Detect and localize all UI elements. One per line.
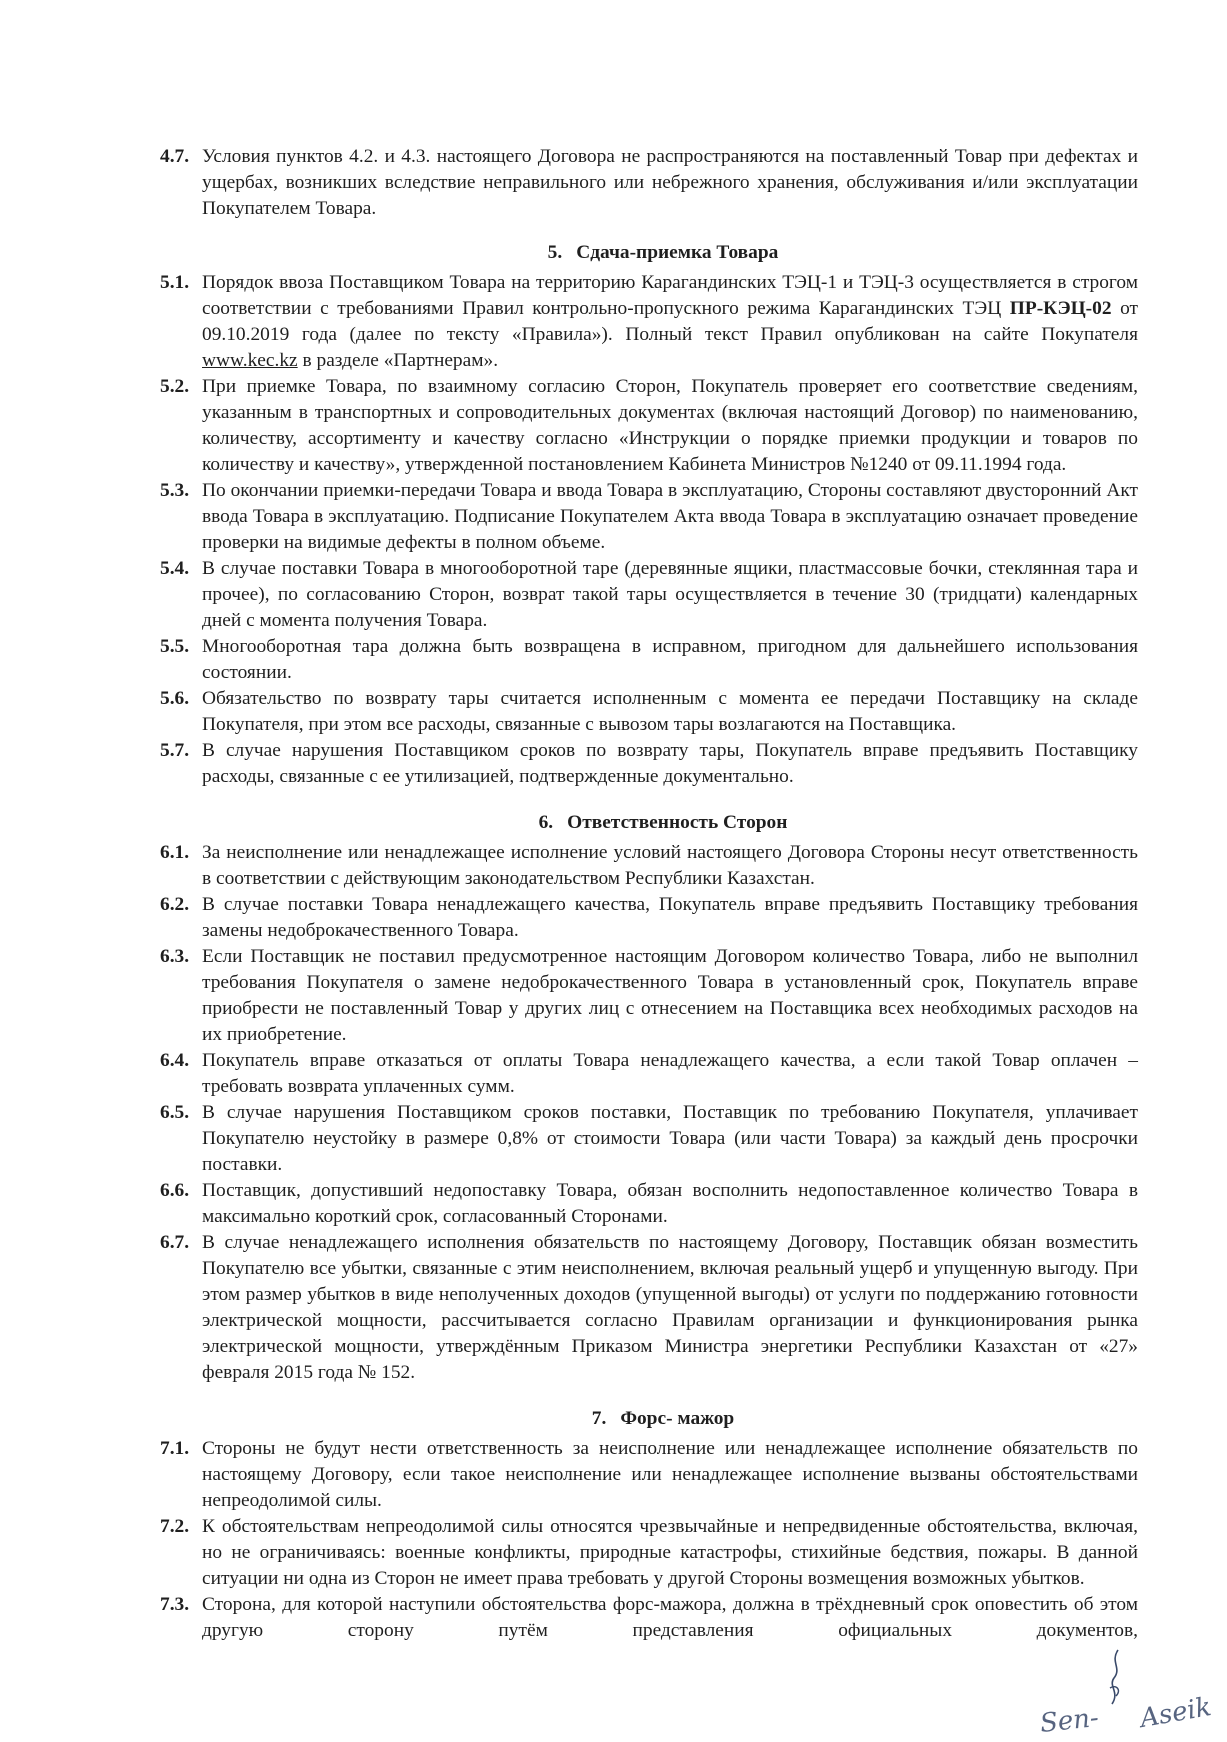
clause-text: В случае нарушения Поставщиком сроков по возврату тары, Покупатель вправе предъявить Поставщику расходы, связанные с ее утилизацией, подтвержденные документально. (202, 740, 1138, 787)
clause-number: 6.7. (160, 1232, 190, 1253)
clause-text: В случае нарушения Поставщиком сроков поставки, Поставщик по требованию Покупателя, уплачивает Покупателю неустойку в размере 0,8% от стоимости Товара (или части Товара) за каждый день просрочки поставки. (202, 1102, 1138, 1175)
clause-number: 7.3. (160, 1594, 190, 1615)
clause-number: 5.3. (160, 480, 190, 501)
section-number: 7. (591, 1408, 607, 1429)
clause-text: Многооборотная тара должна быть возвращена в исправном, пригодном для дальнейшего использования состоянии. (202, 636, 1138, 683)
clause-5-4 (160, 556, 1138, 634)
clause-text (202, 270, 1138, 374)
clause-6-6 (160, 1178, 1138, 1230)
clause-text: Если Поставщик не поставил предусмотренное настоящим Договором количество Товара, либо не выполнил требования Покупателя о замене недоброкачественного Товара в установленный срок, Покупатель вправе приобрести не поставленный Товар у других лиц с отнесением на Поставщика всех необходимых расходов на их приобретение. (202, 946, 1138, 1045)
clause-5-7 (160, 738, 1138, 790)
clause-number: 5.6. (160, 688, 190, 709)
clause-number: 5.7. (160, 740, 190, 761)
rules-code: ПР-КЭЦ-02 (1009, 298, 1112, 319)
clause-number: 5.4. (160, 558, 190, 579)
clause-text: К обстоятельствам непреодолимой силы относятся чрезвычайные и непредвиденные обстоятельства, включая, но не ограничиваясь: военные конфликты, природные катастрофы, стихийные бедствия, пожары. В данной ситуации ни одна из Сторон не имеет права требовать у другой Стороны возмещения возможных убытков. (202, 1516, 1138, 1589)
clause-number: 6.3. (160, 946, 190, 967)
clause-text: В случае поставки Товара в многооборотной таре (деревянные ящики, пластмассовые бочки, стеклянная тара и прочее), по согласованию Сторон, возврат такой тары осуществляется в течение 30 (тридцати) календарных дней с момента получения Товара. (202, 558, 1138, 631)
clause-number: 5.5. (160, 636, 190, 657)
clause-text: Покупатель вправе отказаться от оплаты Товара ненадлежащего качества, а если такой Товар оплачен – требовать возврата уплаченных сумм. (202, 1050, 1138, 1097)
signature-left: Sen- (1038, 1703, 1101, 1739)
clause-number: 4.7. (160, 146, 190, 167)
clause-text-part: в разделе «Партнерам». (297, 350, 499, 371)
clause-5-1 (160, 270, 1138, 374)
clause-text-part: Порядок ввоза Поставщиком Товара на территорию Карагандинских ТЭЦ-1 и ТЭЦ-3 осуществляется в строгом соответствии с требованиями Правил контрольно-пропускного режима Карагандинских ТЭЦ (202, 272, 1138, 319)
clause-text-part: от 09.10.2019 года (далее по тексту «Правила»). Полный текст Правил опубликован на сайте Покупателя (202, 298, 1139, 345)
clause-5-3 (160, 478, 1138, 556)
clause-text: Обязательство по возврату тары считается исполненным с момента ее передачи Поставщику на складе Покупателя, при этом все расходы, связанные с вывозом тары возлагаются на Поставщика. (202, 688, 1138, 735)
section-title: Сдача-приемка Товара (576, 242, 779, 263)
clause-text: По окончании приемки-передачи Товара и ввода Товара в эксплуатацию, Стороны составляют двусторонний Акт ввода Товара в эксплуатацию. Подписание Покупателем Акта ввода Товара в эксплуатацию означает проведение проверки на видимые дефекты в полном объеме. (202, 480, 1138, 553)
clause-5-5 (160, 634, 1138, 686)
clause-6-2 (160, 892, 1138, 944)
clause-number: 7.2. (160, 1516, 190, 1537)
clause-number: 7.1. (160, 1438, 190, 1459)
clause-5-6 (160, 686, 1138, 738)
clause-text: Стороны не будут нести ответственность за неисполнение или ненадлежащее исполнение обязательств по настоящему Договору, если такое неисполнение или ненадлежащее исполнение вызваны обстоятельствами непреодолимой силы. (202, 1438, 1138, 1511)
clause-6-4 (160, 1048, 1138, 1100)
section-number: 5. (547, 242, 563, 263)
clause-text: Поставщик, допустивший недопоставку Товара, обязан восполнить недопоставленное количество Товара в максимально короткий срок, согласованный Сторонами. (202, 1180, 1138, 1227)
clause-7-1 (160, 1436, 1138, 1514)
signature-right: Aseik (1137, 1692, 1214, 1734)
clause-number: 6.6. (160, 1180, 190, 1201)
clause-number: 6.5. (160, 1102, 190, 1123)
contract-body (160, 144, 1138, 1644)
clause-text: Условия пунктов 4.2. и 4.3. настоящего Договора не распространяются на поставленный Товар при дефектах и ущербах, возникших вследствие неправильного или небрежного хранения, обслуживания и/или эксплуатации Покупателем Товара. (202, 146, 1138, 219)
clause-7-2 (160, 1514, 1138, 1592)
clause-text: За неисполнение или ненадлежащее исполнение условий настоящего Договора Стороны несут ответственность в соответствии с действующим законодательством Республики Казахстан. (202, 842, 1138, 889)
clause-text: В случае ненадлежащего исполнения обязательств по настоящему Договору, Поставщик обязан возместить Покупателю все убытки, связанные с этим неисполнением, включая реальный ущерб и упущенную выгоду. При этом размер убытков в виде неполученных доходов (упущенной выгоды) от услуги по поддержанию готовности электрической мощности, рассчитывается согласно Правилам организации и функционирования рынка электрической мощности, утверждённым Приказом Министра энергетики Республики Казахстан от «27» февраля 2015 года № 152. (202, 1232, 1138, 1383)
section-title: Ответственность Сторон (567, 812, 788, 833)
clause-5-2 (160, 374, 1138, 478)
clause-4-7 (160, 144, 1138, 222)
clause-number: 6.2. (160, 894, 190, 915)
section-5-heading (160, 240, 1138, 266)
section-6-heading (160, 810, 1138, 836)
clause-text: В случае поставки Товара ненадлежащего качества, Покупатель вправе предъявить Поставщику требования замены недоброкачественного Товара. (202, 894, 1138, 941)
clause-7-3 (160, 1592, 1138, 1644)
clause-number: 6.1. (160, 842, 190, 863)
clause-6-3 (160, 944, 1138, 1048)
clause-number: 6.4. (160, 1050, 190, 1071)
clause-text: При приемке Товара, по взаимному согласию Сторон, Покупатель проверяет его соответствие сведениям, указанным в транспортных и сопроводительных документах (включая настоящий Договор) по наименованию, количеству, ассортименту и качеству согласно «Инструкции о порядке приемки продукции и товаров по количеству и качеству», утвержденной постановлением Кабинета Министров №1240 от 09.11.1994 года. (202, 376, 1138, 475)
section-number: 6. (538, 812, 554, 833)
section-7-heading (160, 1406, 1138, 1432)
clause-6-7 (160, 1230, 1138, 1386)
clause-number: 5.1. (160, 272, 190, 293)
section-title: Форс- мажор (620, 1408, 735, 1429)
website-link[interactable]: www.kec.kz (202, 350, 298, 371)
clause-text: Сторона, для которой наступили обстоятельства форс-мажора, должна в трёхдневный срок оповестить об этом другую сторону путём представления официальных документов, (202, 1594, 1138, 1641)
clause-6-5 (160, 1100, 1138, 1178)
clause-number: 5.2. (160, 376, 190, 397)
initial-mark (1100, 1648, 1130, 1708)
clause-6-1 (160, 840, 1138, 892)
